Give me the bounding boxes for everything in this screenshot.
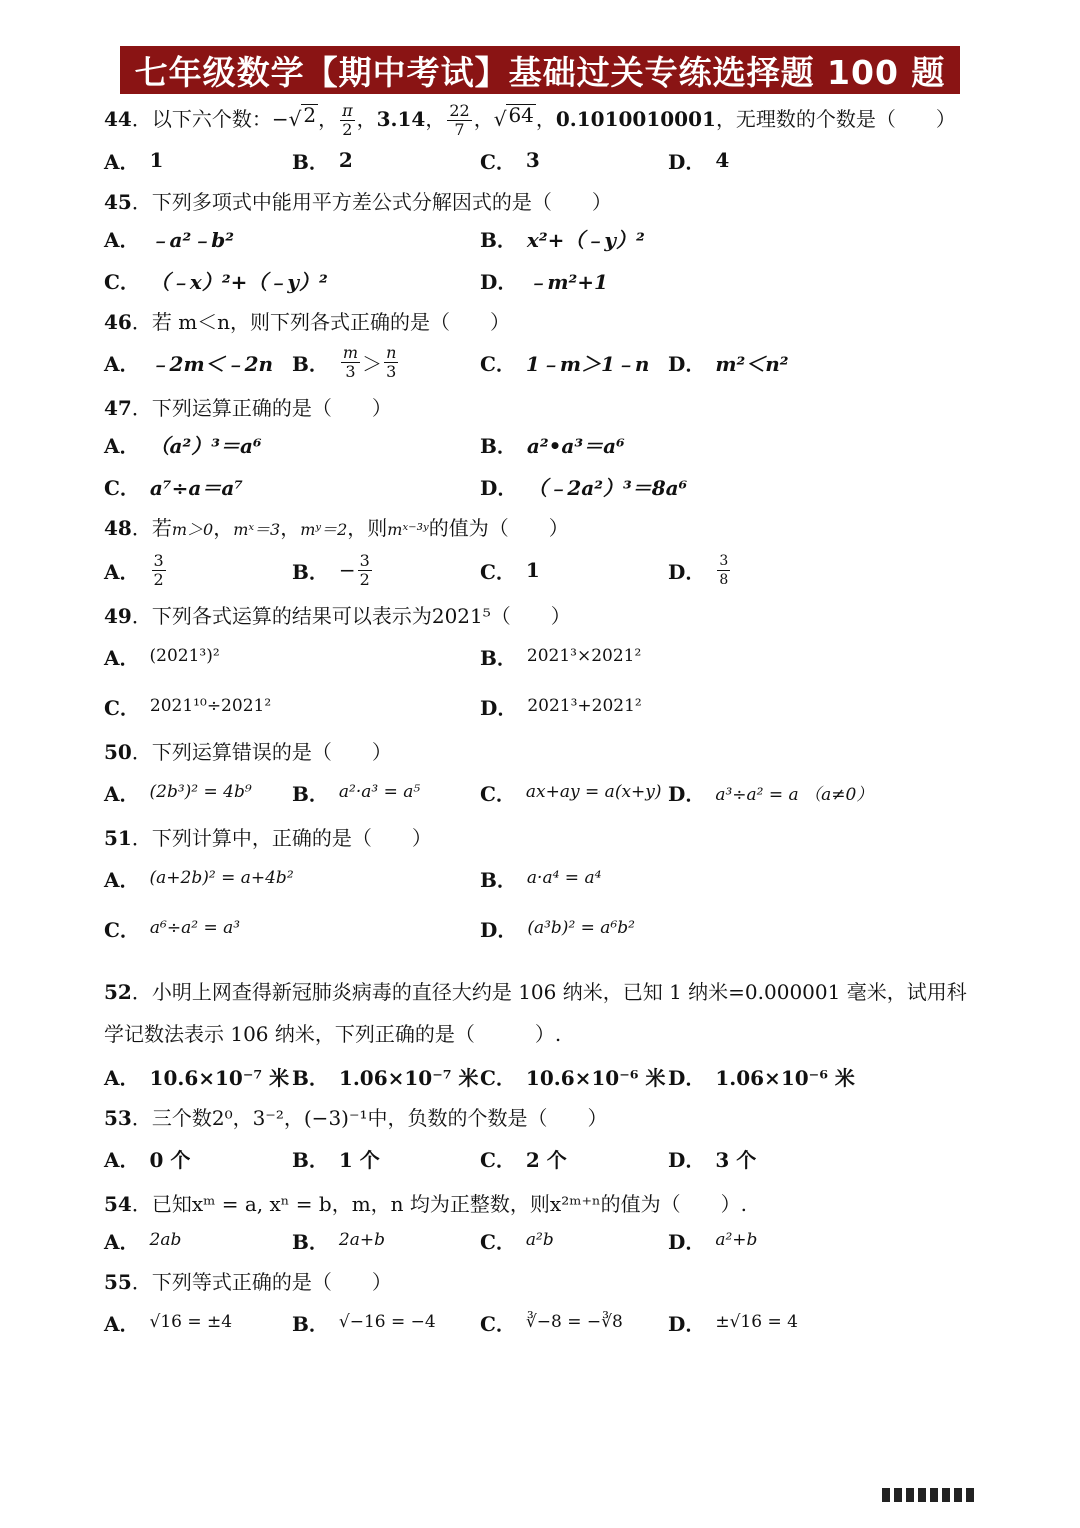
- option-label: D．: [480, 917, 518, 942]
- fraction-pi-over-2: [340, 102, 355, 139]
- option-text: 2021³×2021²: [526, 646, 642, 666]
- option-text: 4: [715, 148, 730, 172]
- option-a[interactable]: [104, 1226, 292, 1255]
- option-text: 2021¹⁰÷2021²: [149, 696, 272, 716]
- condition-2: mˣ＝3: [233, 520, 281, 539]
- value-3-14: 3.14: [376, 107, 426, 131]
- fraction: [358, 552, 372, 589]
- options-45-row-1: [104, 217, 984, 259]
- question-text-end: 的值为（ ）: [428, 516, 569, 540]
- option-label: B．: [480, 645, 517, 670]
- option-label: C．: [480, 149, 516, 174]
- question-text: ．若 m＜n，则下列各式正确的是（ ）: [131, 310, 511, 334]
- minus-sign: −: [271, 107, 289, 131]
- option-text: ﹣a²﹣b²: [149, 227, 234, 252]
- option-a[interactable]: [104, 146, 292, 175]
- option-d[interactable]: [668, 348, 856, 377]
- question-50: [104, 737, 984, 767]
- option-b[interactable]: [292, 1308, 480, 1337]
- options-44: [104, 139, 984, 181]
- bar-segment: [966, 1488, 974, 1502]
- option-text: (a³b)² = a⁶b²: [527, 918, 635, 938]
- option-text: 10.6×10⁻⁶ 米: [525, 1065, 666, 1090]
- option-text: a²·a³ = a⁵: [338, 782, 421, 802]
- option-label: A．: [104, 1147, 140, 1172]
- options-49-row-2: [104, 681, 984, 731]
- option-text: a·a⁴ = a⁴: [526, 868, 602, 888]
- option-a[interactable]: [104, 778, 292, 807]
- option-label: A．: [104, 1311, 140, 1336]
- question-47: [104, 393, 984, 423]
- option-text: a²b: [525, 1230, 554, 1250]
- option-text: a²+b: [715, 1230, 758, 1250]
- option-c[interactable]: [480, 1144, 668, 1173]
- option-a[interactable]: [104, 224, 480, 253]
- option-label: A．: [104, 1229, 140, 1254]
- option-text: （﹣x）²+（﹣y）²: [149, 269, 328, 294]
- option-c[interactable]: [104, 692, 480, 721]
- expression: mˣ⁻³ʸ: [387, 520, 429, 539]
- option-text: (2b³)² = 4b⁹: [149, 782, 252, 802]
- option-text: ∛−8 = −∛8: [525, 1312, 623, 1332]
- option-c[interactable]: [480, 1308, 668, 1337]
- option-label: B．: [480, 433, 517, 458]
- question-text: ．下列各式运算的结果可以表示为2021⁵（ ）: [131, 604, 571, 628]
- option-label: C．: [104, 269, 140, 294]
- option-d[interactable]: [480, 472, 856, 501]
- option-label: A．: [104, 351, 140, 376]
- option-label: D．: [480, 695, 518, 720]
- option-label: C．: [480, 781, 516, 806]
- option-text: m²＜n²: [715, 351, 789, 376]
- question-text: ．下列运算正确的是（ ）: [131, 396, 392, 420]
- numerator: 3: [153, 550, 164, 570]
- option-b[interactable]: [480, 642, 856, 671]
- page-title: 七年级数学【期中考试】基础过关专练选择题 100 题: [120, 46, 960, 94]
- comma: ，: [425, 107, 446, 131]
- comma: ，: [318, 107, 339, 131]
- option-d[interactable]: [480, 266, 856, 295]
- option-b[interactable]: [480, 224, 856, 253]
- bar-segment: [918, 1488, 926, 1502]
- option-text: 1: [149, 148, 164, 172]
- denominator: 2: [342, 120, 353, 139]
- numerator: π: [342, 101, 353, 120]
- option-b[interactable]: [480, 864, 856, 893]
- option-text: 1.06×10⁻⁷ 米: [338, 1065, 479, 1090]
- numerator: 3: [359, 550, 370, 570]
- option-label: A．: [104, 645, 140, 670]
- option-text: ax+ay = a(x+y): [525, 782, 662, 802]
- option-text: 2 个: [525, 1147, 567, 1172]
- question-49: [104, 601, 984, 631]
- options-45-row-2: [104, 259, 984, 301]
- fraction-m-over-3: [341, 344, 360, 381]
- option-label: C．: [480, 1311, 516, 1336]
- option-text: 1﹣m＞1﹣n: [525, 351, 650, 376]
- option-text: (2021³)²: [149, 646, 220, 666]
- bar-segment: [954, 1488, 962, 1502]
- option-text: ±√16 = 4: [715, 1312, 798, 1332]
- question-number: 50: [104, 740, 132, 764]
- option-text: 0 个: [149, 1147, 191, 1172]
- option-label: B．: [480, 867, 517, 892]
- option-text: （﹣2a²）³＝8a⁶: [527, 475, 688, 500]
- option-label: C．: [104, 475, 140, 500]
- question-text-end: ，无理数的个数是（ ）: [715, 107, 956, 131]
- option-text: x²+（﹣y）²: [526, 227, 645, 252]
- option-text: 10.6×10⁻⁷ 米: [149, 1065, 290, 1090]
- option-text: 1.06×10⁻⁶ 米: [715, 1065, 855, 1090]
- bar-segment: [942, 1488, 950, 1502]
- denominator: 8: [719, 571, 729, 588]
- option-d[interactable]: [668, 552, 856, 589]
- options-51-row-1: [104, 853, 984, 903]
- option-text: a⁶÷a² = a³: [149, 918, 241, 938]
- question-text: ．三个数2⁰，3⁻²，(−3)⁻¹中，负数的个数是（ ）: [131, 1106, 608, 1130]
- denominator: 2: [359, 569, 370, 589]
- option-a[interactable]: [104, 864, 480, 893]
- question-text-mid: ，则: [347, 516, 388, 540]
- condition-3: mʸ＝2: [300, 520, 348, 539]
- question-text: ．小明上网查得新冠肺炎病毒的直径大约是 106 纳米，已知 1 纳米=0.000001 毫米，试用科学记数法表示 106 纳米，下列正确的是（ ）.: [104, 980, 967, 1046]
- sqrt-64: √ 64: [493, 103, 534, 131]
- options-47-row-1: [104, 423, 984, 465]
- option-text: ﹣m²+1: [527, 269, 608, 294]
- question-text: ．下列等式正确的是（ ）: [131, 1270, 392, 1294]
- option-text: √16 = ±4: [149, 1312, 233, 1332]
- option-text: 2021³+2021²: [527, 696, 642, 716]
- option-text: (a+2b)² = a+4b²: [149, 868, 294, 888]
- options-46: [104, 337, 984, 387]
- fraction-22-over-7: [447, 102, 471, 139]
- fraction: [152, 552, 166, 589]
- option-label: C．: [104, 695, 140, 720]
- option-label: A．: [104, 149, 140, 174]
- numerator: m: [342, 342, 359, 362]
- option-b[interactable]: [292, 552, 480, 589]
- option-c[interactable]: [480, 1226, 668, 1255]
- option-d[interactable]: [668, 1144, 856, 1173]
- option-label: A．: [104, 559, 140, 584]
- option-d[interactable]: [668, 1308, 856, 1337]
- option-label: B．: [292, 1229, 329, 1254]
- option-a[interactable]: [104, 1308, 292, 1337]
- condition-1: m＞0: [171, 520, 214, 539]
- option-b[interactable]: [292, 1144, 480, 1173]
- option-label: D．: [668, 781, 706, 806]
- numerator: n: [386, 342, 397, 362]
- question-text: ．已知xᵐ = a, xⁿ = b，m，n 均为正整数，则x²ᵐ⁺ⁿ的值为（ ）.: [131, 1192, 748, 1216]
- question-number: 44: [104, 107, 132, 131]
- option-label: B．: [292, 781, 329, 806]
- question-number: 53: [104, 1106, 132, 1130]
- option-label: A．: [104, 781, 140, 806]
- option-label: D．: [668, 1147, 706, 1172]
- fraction-n-over-3: [384, 344, 398, 381]
- option-text: 2a+b: [338, 1230, 385, 1250]
- option-label: A．: [104, 867, 140, 892]
- option-b[interactable]: [292, 778, 480, 807]
- option-label: C．: [480, 1065, 516, 1090]
- option-a[interactable]: [104, 642, 480, 671]
- question-52: [104, 971, 984, 1055]
- option-label: B．: [292, 149, 329, 174]
- option-label: B．: [292, 1065, 329, 1090]
- denominator: 2: [153, 569, 164, 589]
- option-label: B．: [480, 227, 517, 252]
- option-label: C．: [480, 1229, 516, 1254]
- question-number: 46: [104, 310, 132, 334]
- fraction: [717, 552, 730, 589]
- question-54: [104, 1189, 984, 1219]
- option-d[interactable]: [480, 914, 856, 943]
- option-text: （a²）³＝a⁶: [149, 433, 262, 458]
- option-label: B．: [292, 1147, 329, 1172]
- option-text: a²•a³＝a⁶: [526, 433, 625, 458]
- option-label: A．: [104, 227, 140, 252]
- option-label: A．: [104, 1065, 140, 1090]
- option-b[interactable]: [480, 430, 856, 459]
- question-number: 54: [104, 1192, 132, 1216]
- option-label: C．: [480, 1147, 516, 1172]
- option-label: D．: [668, 559, 706, 584]
- question-45: [104, 187, 984, 217]
- option-b[interactable]: [292, 1226, 480, 1255]
- comma: ，: [473, 107, 494, 131]
- option-b[interactable]: [292, 344, 480, 381]
- question-number: 49: [104, 604, 132, 628]
- option-d[interactable]: [668, 1226, 856, 1255]
- bar-segment: [894, 1488, 902, 1502]
- option-label: D．: [668, 351, 706, 376]
- option-d[interactable]: [668, 146, 856, 175]
- bar-segment: [906, 1488, 914, 1502]
- watermark-bar: [882, 1488, 1052, 1502]
- question-number: 51: [104, 826, 132, 850]
- option-text: a⁷÷a＝a⁷: [149, 475, 244, 500]
- options-54: [104, 1219, 984, 1261]
- question-number: 47: [104, 396, 132, 420]
- options-50: [104, 767, 984, 817]
- option-label: C．: [480, 351, 516, 376]
- option-a[interactable]: [104, 1062, 292, 1091]
- options-52: [104, 1055, 984, 1097]
- question-list: [104, 96, 984, 1347]
- sqrt-2: √ 2: [288, 103, 317, 131]
- option-label: D．: [668, 1311, 706, 1336]
- minus-sign: −: [338, 558, 356, 582]
- option-c[interactable]: [480, 348, 668, 377]
- question-44: [104, 102, 984, 139]
- option-label: B．: [292, 559, 329, 584]
- option-text: a³÷a² = a （a≠0）: [715, 784, 874, 805]
- option-c[interactable]: [480, 778, 668, 807]
- option-c[interactable]: [480, 556, 668, 585]
- question-text: ．以下六个数：: [131, 107, 272, 131]
- option-label: D．: [480, 475, 518, 500]
- question-number: 48: [104, 516, 132, 540]
- option-d[interactable]: [480, 692, 856, 721]
- option-text: 1: [525, 558, 540, 582]
- comma: ，: [280, 516, 301, 540]
- options-55: [104, 1297, 984, 1347]
- bar-segment: [882, 1488, 890, 1502]
- question-text: ．下列多项式中能用平方差公式分解因式的是（ ）: [131, 190, 612, 214]
- decimal-value: 0.1010010001: [555, 107, 716, 131]
- options-48: [104, 545, 984, 595]
- question-text: ．下列计算中，正确的是（ ）: [131, 826, 432, 850]
- option-label: D．: [480, 269, 518, 294]
- option-b[interactable]: [292, 1062, 480, 1091]
- numerator: 3: [719, 552, 729, 569]
- denominator: 3: [345, 361, 356, 381]
- option-label: A．: [104, 433, 140, 458]
- option-c[interactable]: [480, 146, 668, 175]
- options-53: [104, 1133, 984, 1183]
- option-label: D．: [668, 149, 706, 174]
- comma: ，: [535, 107, 556, 131]
- option-text: 2: [338, 148, 353, 172]
- comma: ，: [356, 107, 377, 131]
- question-number: 55: [104, 1270, 132, 1294]
- comma: ，: [213, 516, 234, 540]
- option-a[interactable]: [104, 348, 292, 377]
- option-c[interactable]: [104, 472, 480, 501]
- question-number: 45: [104, 190, 132, 214]
- option-label: D．: [668, 1065, 706, 1090]
- option-text: 3 个: [715, 1147, 757, 1172]
- question-text: ．若: [131, 516, 172, 540]
- option-a[interactable]: [104, 552, 292, 589]
- option-label: C．: [104, 917, 140, 942]
- question-text: ．下列运算错误的是（ ）: [131, 740, 392, 764]
- options-51-row-2: [104, 903, 984, 953]
- question-55: [104, 1267, 984, 1297]
- options-47-row-2: [104, 465, 984, 507]
- option-text: 3: [525, 148, 540, 172]
- option-text: √−16 = −4: [338, 1312, 436, 1332]
- option-a[interactable]: [104, 1144, 292, 1173]
- option-d[interactable]: [668, 1062, 856, 1091]
- option-a[interactable]: [104, 430, 480, 459]
- option-d[interactable]: [668, 778, 874, 807]
- option-text: 1 个: [338, 1147, 380, 1172]
- option-b[interactable]: [292, 146, 480, 175]
- question-48: [104, 513, 984, 545]
- option-c[interactable]: [480, 1062, 668, 1091]
- option-text: ﹣2m＜﹣2n: [149, 351, 274, 376]
- option-text: 2ab: [149, 1230, 182, 1250]
- bar-segment: [930, 1488, 938, 1502]
- option-label: B．: [292, 1311, 329, 1336]
- question-number: 52: [104, 980, 132, 1004]
- option-label: B．: [292, 351, 329, 376]
- numerator: 22: [449, 101, 470, 120]
- options-49-row-1: [104, 631, 984, 681]
- option-c[interactable]: [104, 914, 480, 943]
- question-46: [104, 307, 984, 337]
- question-53: [104, 1103, 984, 1133]
- option-c[interactable]: [104, 266, 480, 295]
- option-label: D．: [668, 1229, 706, 1254]
- denominator: 3: [386, 361, 397, 381]
- option-label: C．: [480, 559, 516, 584]
- denominator: 7: [454, 120, 465, 139]
- question-51: [104, 823, 984, 853]
- greater-than: ＞: [362, 351, 383, 376]
